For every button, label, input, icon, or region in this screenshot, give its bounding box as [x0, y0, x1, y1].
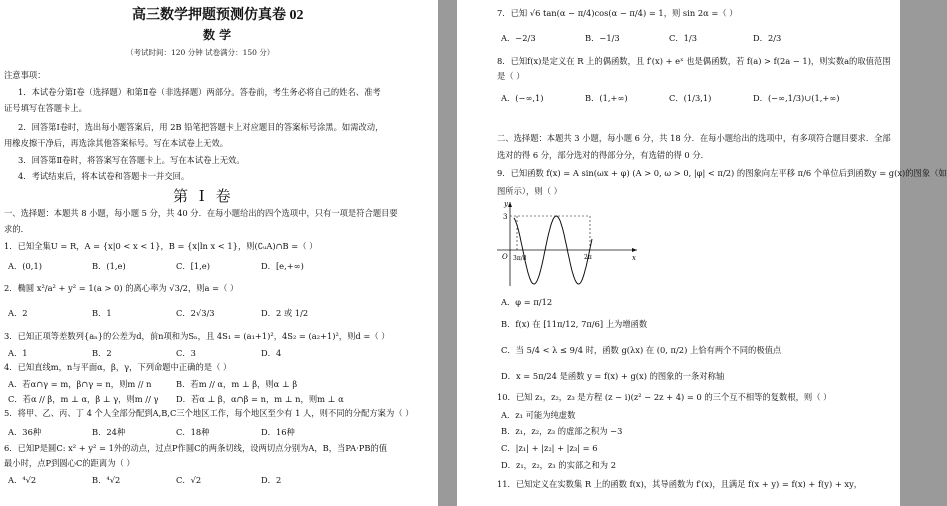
- note-line: 3．回答第Ⅱ卷时，将答案写在答题卡上。写在本试卷上无效。: [18, 155, 245, 165]
- q4-option-d: D．若α ⊥ β，α∩β = n，m ⊥ n，则m ⊥ α: [176, 394, 344, 404]
- q10-option-a: A．z₁ 可能为纯虚数: [501, 410, 576, 420]
- graph-x-tick-1: 3π/8: [513, 255, 527, 262]
- q2-option-a: A．2: [8, 308, 28, 318]
- q9-option-b: B．f(x) 在 [11π/12, 7π/6] 上为增函数: [501, 319, 648, 329]
- section-heading: 一、选择题：本题共 8 小题，每小题 5 分，共 40 分．在每小题给出的四个选项中，只有一项是符合题目要: [4, 208, 398, 218]
- q10-option-b: B．z₁，z₂，z₃ 的虚部之积为 −3: [501, 426, 623, 436]
- q8-option-c: C．(1/3,1): [669, 93, 712, 103]
- graph-y-label: y: [504, 200, 508, 208]
- q1-option-b: B．(1,e): [92, 261, 126, 271]
- question-11-stem: 11．已知定义在实数集 R 上的函数 f(x)，其导函数为 f′(x)，且满足 f(x + y) = f(x) + f(y) + xy，: [497, 479, 863, 489]
- q3-option-b: B．2: [92, 348, 112, 358]
- q8-option-a: A．(−∞,1): [501, 93, 544, 103]
- q8-option-d: D．(−∞,1/3)∪(1,+∞): [753, 93, 840, 103]
- q7-option-a: A．−2/3: [501, 33, 536, 43]
- notice-title: 注意事项：: [4, 70, 46, 80]
- section-heading: 选对的得 6 分，部分选对的得部分分，有选错的得 0 分．: [497, 150, 709, 160]
- question-6-stem: 6．已知P是圆C: x² + y² = 1外的动点，过点P作圆C的两条切线，设两切点分别为A，B，当PA·PB的值: [4, 443, 388, 453]
- q1-option-a: A．(0,1): [8, 261, 42, 271]
- graph-x-tick-2: 2π: [584, 254, 592, 261]
- exam-title: 高三数学押题预测仿真卷 02: [132, 8, 304, 23]
- q8-option-b: B．(1,+∞): [585, 93, 628, 103]
- q9-option-d: D．x = 5π/24 是函数 y = f(x) + g(x) 的图象的一条对称轴: [501, 371, 725, 381]
- left-page: [0, 0, 438, 506]
- section-heading: 二、选择题：本题共 3 小题，每小题 6 分，共 18 分．在每小题给出的选项中，有多项符合题目要求．全部: [497, 133, 891, 143]
- q4-option-b: B．若m // α，m ⊥ β，则α ⊥ β: [176, 379, 298, 389]
- q5-option-b: B．24种: [92, 427, 126, 437]
- q4-option-a: A．若α∩γ = m，β∩γ = n，则m // n: [8, 379, 152, 389]
- question-2-stem: 2．椭圆 x²/a² + y² = 1(a > 0) 的离心率为 √3/2，则a =（ ）: [4, 283, 239, 293]
- note-line: 证号填写在答题卡上。: [4, 103, 87, 113]
- q10-option-c: C．|z₁| + |z₂| + |z₃| = 6: [501, 443, 598, 453]
- question-4-stem: 4．已知直线m，n与平面α，β，γ，下列命题中正确的是（ ）: [4, 362, 232, 372]
- q6-option-a: A．⁴√2: [8, 475, 37, 485]
- subject-title: 数 学: [203, 28, 232, 42]
- exam-info: （考试时间：120 分钟 试卷满分：150 分）: [126, 48, 275, 57]
- question-5-stem: 5．将甲、乙、丙、丁 4 个人全部分配到A,B,C三个地区工作，每个地区至少有 1 人，则不同的分配方案为（ ）: [4, 408, 414, 418]
- question-9-stem: 9．已知函数 f(x) = A sin(ωx + φ) (A > 0, ω > 0, |φ| < π/2) 的图象向左平移 π/6 个单位后到函数y = g(x)的图象（如: [497, 168, 947, 178]
- q5-option-a: A．36种: [8, 427, 42, 437]
- graph-origin-label: O: [502, 253, 508, 261]
- q1-option-c: C．[1,e): [176, 261, 210, 271]
- graph-x-label: x: [632, 254, 636, 262]
- question-10-stem: 10．已知 z₁，z₂，z₃ 是方程 (z − i)(z² − 2z + 4) = 0 的三个互不相等的复数根，则（ ）: [497, 392, 832, 402]
- q7-option-c: C．1/3: [669, 33, 697, 43]
- q2-option-c: C．2√3/3: [176, 308, 215, 318]
- section-heading: 求的．: [4, 224, 29, 234]
- question-3-stem: 3．已知正项等差数列{aₙ}的公差为d，前n项和为Sₙ，且 4S₁ = (a₁+1)²，4S₂ = (a₂+1)²，则d =（ ）: [4, 331, 390, 341]
- graph-y-tick: 3: [503, 213, 508, 221]
- question-8-stem: 是（ ）: [497, 71, 525, 81]
- q5-option-c: C．18种: [176, 427, 210, 437]
- q3-option-d: D．4: [261, 348, 282, 358]
- q6-option-d: D．2: [261, 475, 282, 485]
- q4-option-c: C．若α // β，m ⊥ α，β ⊥ γ，则m // γ: [8, 394, 159, 404]
- q7-option-d: D．2/3: [753, 33, 782, 43]
- right-page: [457, 0, 947, 506]
- q9-option-c: C．当 5/4 < λ ≤ 9/4 时，函数 g(λx) 在 (0, π/2) 上恰有两个不同的极值点: [501, 345, 782, 355]
- note-line: 用橡皮擦干净后，再选涂其他答案标号。写在本试卷上无效。: [4, 138, 229, 148]
- q5-option-d: D．16种: [261, 427, 295, 437]
- q3-option-a: A．1: [8, 348, 28, 358]
- q1-option-d: D．[e,+∞): [261, 261, 304, 271]
- volume-heading: 第 Ⅰ 卷: [173, 187, 234, 205]
- q9-option-a: A．φ = π/12: [501, 297, 553, 307]
- question-1-stem: 1．已知全集U = R，A = {x|0 < x < 1}，B = {x|ln x < 1}，则(∁ᵤA)∩B =（ ）: [4, 241, 318, 251]
- note-line: 4．考试结束后，将本试卷和答题卡一并交回。: [18, 171, 190, 181]
- q10-option-d: D．z₁，z₂，z₃ 的实部之和为 2: [501, 460, 616, 470]
- q6-option-c: C．√2: [176, 475, 202, 485]
- question-7-stem: 7．已知 √6 tan(α − π/4)cos(α − π/4) = 1，则 sin 2α =（ ）: [497, 8, 738, 18]
- q2-option-d: D．2 或 1/2: [261, 308, 309, 318]
- q2-option-b: B．1: [92, 308, 112, 318]
- question-9-stem: 图所示），则（ ）: [497, 186, 562, 196]
- q7-option-b: B．−1/3: [585, 33, 620, 43]
- note-line: 1．本试卷分第Ⅰ卷（选择题）和第Ⅱ卷（非选择题）两部分。答卷前，考生务必将自己的姓名、准考: [18, 87, 381, 97]
- q6-option-b: B．⁴√2: [92, 475, 121, 485]
- question-6-stem: 最小时，点P到圆心C的距离为（ ）: [4, 458, 135, 468]
- sine-graph: [492, 198, 642, 288]
- note-line: 2．回答第Ⅰ卷时，选出每小题答案后，用 2B 铅笔把答题卡上对应题目的答案标号涂黑。如需改动，: [18, 122, 384, 132]
- q3-option-c: C．3: [176, 348, 196, 358]
- question-8-stem: 8．已知f(x)是定义在 R 上的偶函数，且 f′(x) + eˣ 也是偶函数，若 f(a) > f(2a − 1)，则实数a的取值范围: [497, 56, 891, 66]
